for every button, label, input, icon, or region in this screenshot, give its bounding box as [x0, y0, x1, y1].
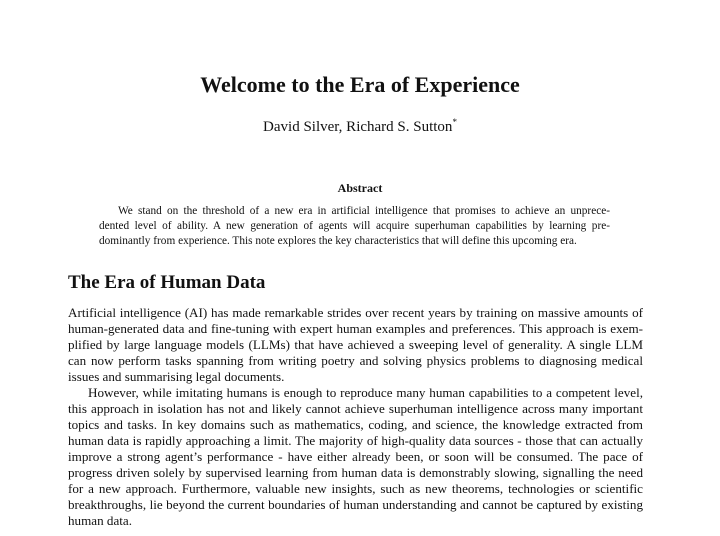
- author-line: [0, 118, 720, 136]
- authors: David Silver, Richard S. Sutton: [263, 119, 453, 135]
- body-line: topics and tasks. In key domains such as mathematics, coding, and science, the knowledge extracted from: [68, 417, 643, 432]
- section-heading: The Era of Human Data: [68, 272, 266, 293]
- abstract-body: [99, 204, 610, 249]
- paragraph-2: [68, 385, 643, 529]
- body-line: Artificial intelligence (AI) has made remarkable strides over recent years by training on massive amounts of: [68, 305, 643, 320]
- body-line: plified by large language models (LLMs) that have achieved a sweeping level of generality. A single LLM: [68, 337, 643, 352]
- body-line: However, while imitating humans is enough to reproduce many human capabilities to a competent level,: [88, 385, 643, 400]
- body-line: human data.: [68, 513, 132, 528]
- body-line: human-generated data and fine-tuning with expert human examples and preferences. This approach is exem-: [68, 321, 643, 336]
- body-line: breakthroughs, lie beyond the current boundaries of human understanding and cannot be captured by existing: [68, 497, 643, 512]
- author-footnote-mark: *: [452, 117, 457, 127]
- paragraph-1: [68, 305, 643, 385]
- section-body: [68, 305, 643, 529]
- abstract-line: We stand on the threshold of a new era in artificial intelligence that promises to achieve an unprece-: [118, 205, 610, 217]
- body-line: human data is rapidly approaching a limit. The majority of high-quality data sources - those that can actually: [68, 433, 643, 448]
- paper-title: Welcome to the Era of Experience: [200, 72, 520, 97]
- abstract-line: dented level of ability. A new generation of agents will acquire superhuman capabilities by learning pre-: [99, 220, 610, 232]
- abstract-heading: Abstract: [337, 181, 383, 195]
- abstract-line: dominantly from experience. This note explores the key characteristics that will define this upcoming era.: [99, 235, 577, 247]
- body-line: this approach in isolation has not and likely cannot achieve superhuman intelligence across many important: [68, 401, 643, 416]
- body-line: for a new approach. Furthermore, valuable new insights, such as new theorems, technologies or scientific: [68, 481, 643, 496]
- body-line: can now perform tasks spanning from writing poetry and solving physics problems to diagnosing medical: [68, 353, 643, 368]
- body-line: progress driven solely by supervised learning from human data is demonstrably slowing, signalling the need: [68, 465, 643, 480]
- body-line: issues and summarising legal documents.: [68, 369, 285, 384]
- body-line: improve a strong agent’s performance - have either already been, or soon will be consumed. The pace of: [68, 449, 643, 464]
